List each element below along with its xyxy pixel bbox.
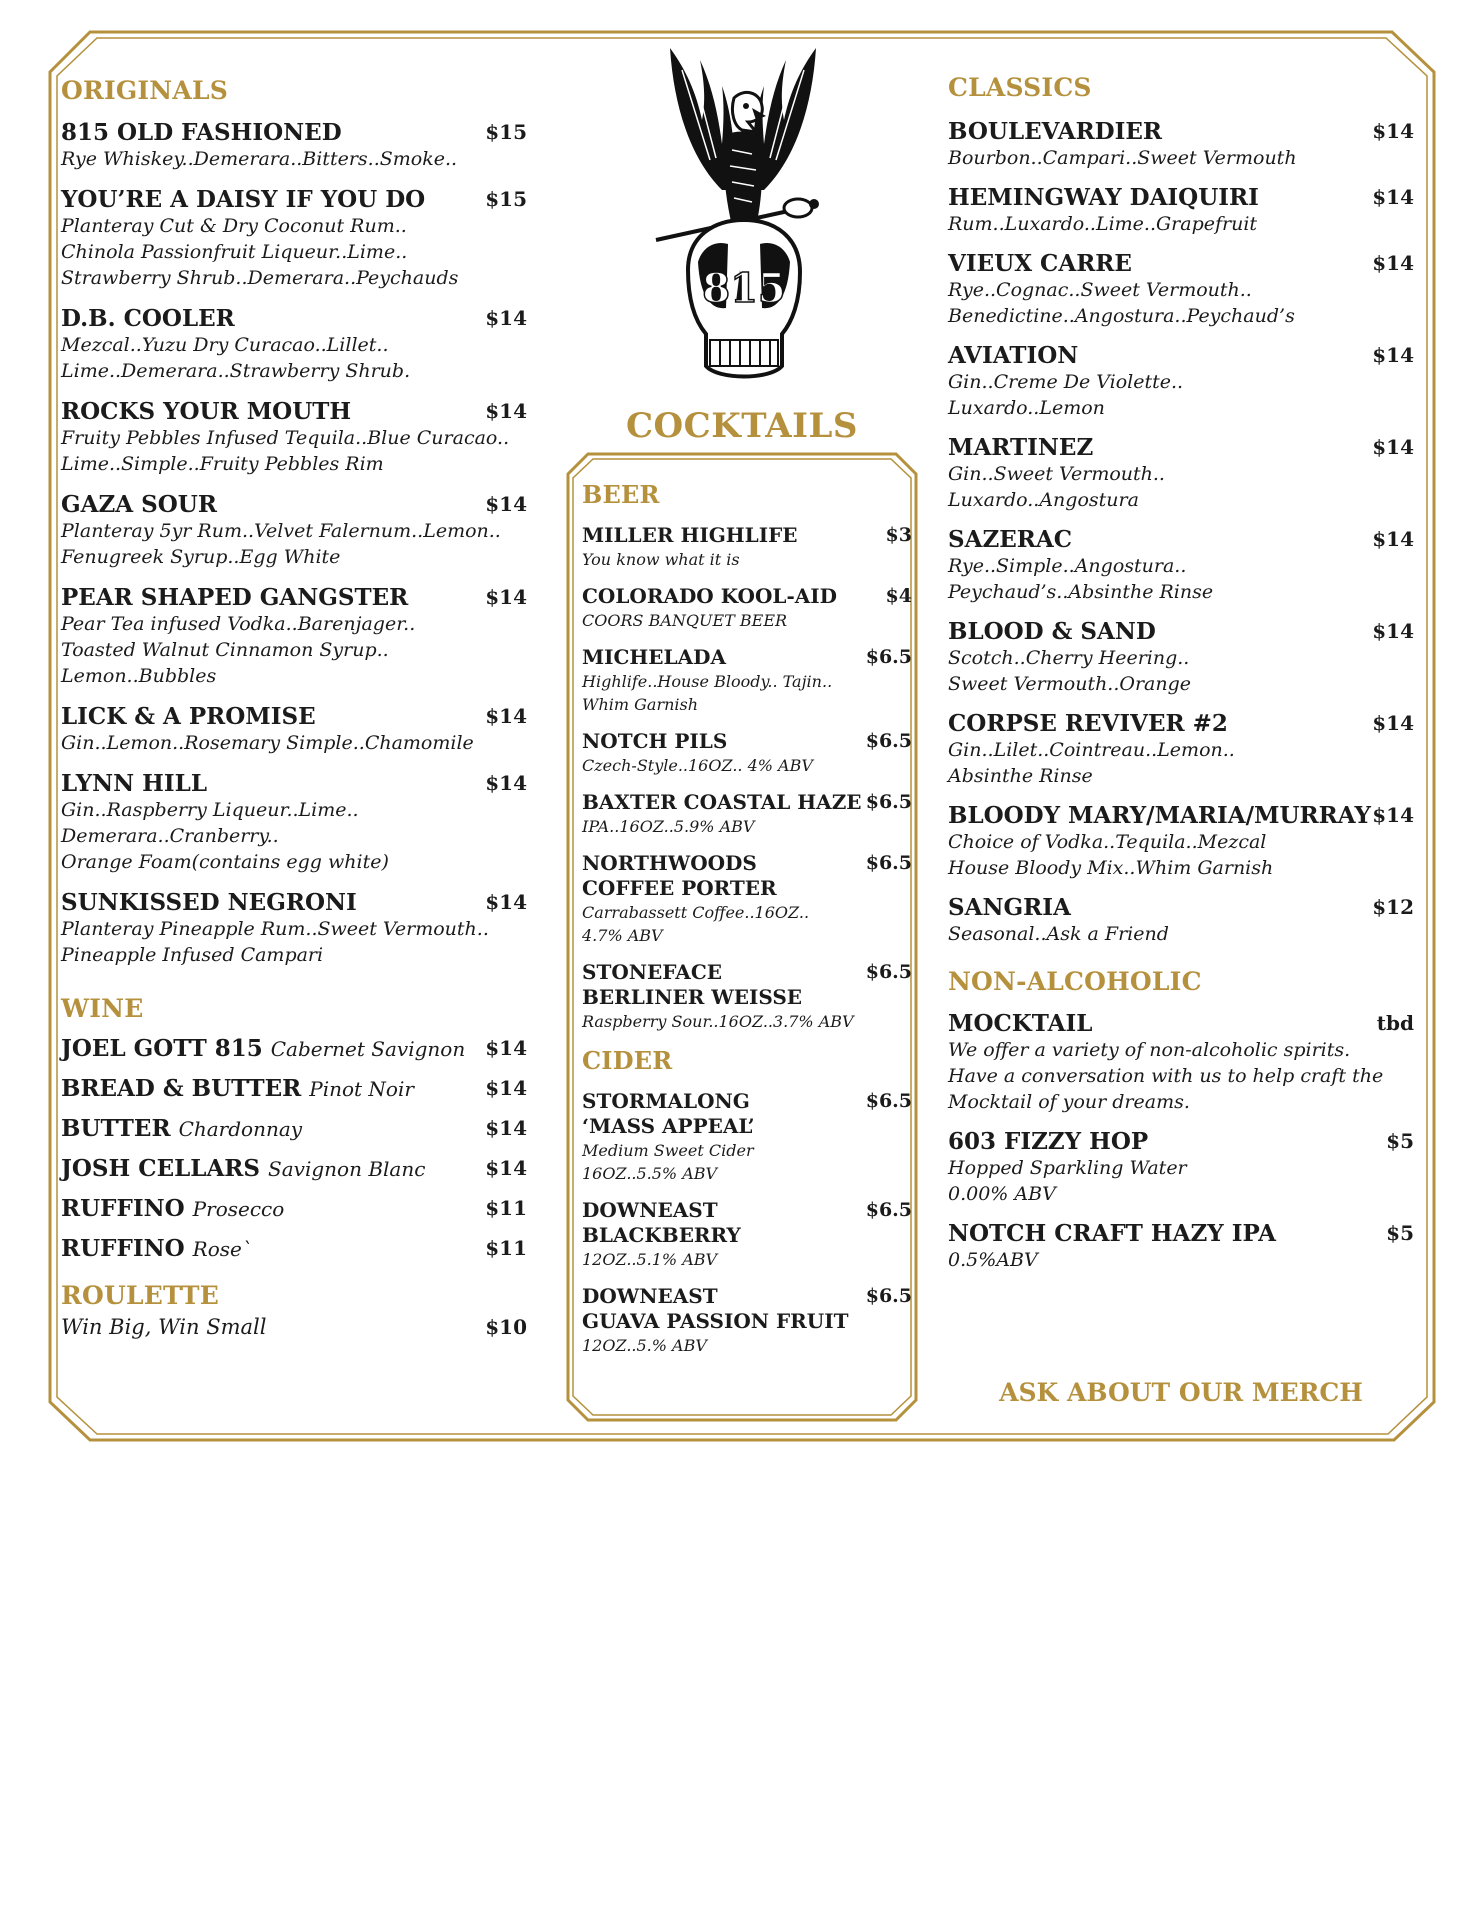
item-name-text: BOULEVARDIER	[948, 118, 1163, 145]
item-price: $14	[485, 1116, 527, 1140]
item-name-text: D.B. COOLER	[61, 305, 235, 332]
item-description: Raspberry Sour..16OZ..3.7% ABV	[582, 1012, 854, 1031]
item-price: $14	[485, 492, 527, 516]
item-price: $11	[485, 1236, 527, 1260]
item-description: Seasonal..Ask a Friend	[948, 923, 1169, 945]
menu-item	[948, 434, 1414, 513]
menu-item	[582, 645, 912, 716]
item-name-text: DOWNEAST BLACKBERRY	[582, 1198, 741, 1247]
menu-item	[61, 1075, 527, 1103]
item-name-text: HEMINGWAY DAIQUIRI	[948, 184, 1259, 211]
item-name	[61, 770, 527, 797]
item-price: $6.5	[865, 730, 912, 752]
item-description: IPA..16OZ..5.9% ABV	[582, 817, 755, 836]
item-description: COORS BANQUET BEER	[582, 611, 788, 630]
item-name	[948, 1220, 1414, 1247]
item-name-text: NOTCH CRAFT HAZY IPA	[948, 1220, 1276, 1247]
item-description: Medium Sweet Cider 16OZ..5.5% ABV	[582, 1141, 754, 1183]
item-name	[61, 889, 527, 916]
menu-item	[948, 118, 1414, 171]
item-name-text: YOU’RE A DAISY IF YOU DO	[61, 186, 426, 213]
item-price: $14	[485, 1036, 527, 1060]
item-price: $6.5	[865, 791, 912, 813]
item-name-text: NOTCH PILS	[582, 729, 728, 753]
item-price: $6.5	[865, 1199, 912, 1221]
item-description: We offer a variety of non-alcoholic spirits. Have a conversation with us to help craft the Mocktail of your dreams.	[948, 1039, 1384, 1113]
item-description: Gin..Lilet..Cointreau..Lemon.. Absinthe Rinse	[948, 739, 1235, 787]
item-name	[61, 1155, 527, 1183]
cider-list	[582, 1089, 912, 1357]
item-name	[61, 1075, 527, 1103]
item-name-text: BAXTER COASTAL HAZE	[582, 790, 862, 814]
roulette-title: ROULETTE	[61, 1281, 219, 1310]
menu-item	[61, 1195, 527, 1223]
wine-variety: Pinot Noir	[309, 1077, 414, 1101]
menu-item	[582, 729, 912, 777]
item-price: $6.5	[865, 1285, 912, 1307]
item-name	[948, 710, 1414, 737]
item-name	[948, 342, 1414, 369]
item-description: Gin..Lemon..Rosemary Simple..Chamomile	[61, 732, 474, 754]
wine-list	[61, 1035, 527, 1263]
item-name	[948, 618, 1414, 645]
item-name	[582, 584, 912, 609]
menu-item	[582, 1089, 912, 1185]
item-name	[582, 523, 912, 548]
item-price: $14	[1372, 119, 1414, 143]
non-alcoholic-list	[948, 1010, 1414, 1273]
wine-variety: Rose`	[192, 1237, 252, 1261]
item-name	[61, 186, 527, 213]
item-description: Rye Whiskey..Demerara..Bitters..Smoke..	[61, 148, 458, 170]
menu-item	[948, 1128, 1414, 1207]
menu-item	[948, 1010, 1414, 1115]
wine-title: WINE	[61, 994, 144, 1023]
item-description: Bourbon..Campari..Sweet Vermouth	[948, 147, 1297, 169]
item-name-text: SAZERAC	[948, 526, 1073, 553]
item-name-text: BLOODY MARY/MARIA/MURRAY	[948, 802, 1371, 829]
item-name	[61, 491, 527, 518]
item-name-text: MICHELADA	[582, 645, 726, 669]
item-description: Mezcal..Yuzu Dry Curacao..Lillet.. Lime..Demerara..Strawberry Shrub.	[61, 334, 411, 382]
item-name-text: SANGRIA	[948, 894, 1071, 921]
left-column	[61, 76, 527, 1355]
item-description: Scotch..Cherry Heering.. Sweet Vermouth..Orange	[948, 647, 1192, 695]
menu-item	[61, 703, 527, 756]
item-price: $5	[1386, 1221, 1414, 1245]
item-name-text: BUTTER	[61, 1115, 171, 1142]
item-price: $6.5	[865, 852, 912, 874]
item-name	[582, 851, 912, 901]
menu-item	[61, 584, 527, 689]
item-description: Gin..Creme De Violette.. Luxardo..Lemon	[948, 371, 1184, 419]
item-name	[61, 584, 527, 611]
menu-item	[61, 186, 527, 291]
wine-variety: Savignon Blanc	[268, 1157, 426, 1181]
item-name	[61, 1035, 527, 1063]
item-price: $14	[485, 771, 527, 795]
item-name-text: MOCKTAIL	[948, 1010, 1093, 1037]
item-price: $14	[1372, 527, 1414, 551]
item-name-text: STORMALONG ‘MASS APPEAL’	[582, 1089, 755, 1138]
item-name-text: 815 OLD FASHIONED	[61, 119, 342, 146]
originals-list	[61, 119, 527, 968]
item-description: Highlife..House Bloody.. Tajin.. Whim Garnish	[582, 672, 833, 714]
item-description: Gin..Sweet Vermouth.. Luxardo..Angostura	[948, 463, 1165, 511]
menu-item	[948, 1220, 1414, 1273]
item-description: Rum..Luxardo..Lime..Grapefruit	[948, 213, 1258, 235]
item-description: Planteray Cut & Dry Coconut Rum.. Chinola Passionfruit Liqueur..Lime.. Strawberry Shrub..Demerara..Peychauds	[61, 215, 459, 289]
item-price: $5	[1386, 1129, 1414, 1153]
item-description: 12OZ..5.1% ABV	[582, 1250, 718, 1269]
item-name-text: JOSH CELLARS	[61, 1155, 261, 1182]
roulette-item	[61, 1314, 527, 1341]
item-price: $14	[1372, 251, 1414, 275]
menu-item	[61, 491, 527, 570]
center-column	[582, 480, 912, 1370]
item-name	[948, 526, 1414, 553]
item-name	[948, 1128, 1414, 1155]
item-price: $15	[485, 187, 527, 211]
item-name-text: ROCKS YOUR MOUTH	[61, 398, 352, 425]
item-name-text: BLOOD & SAND	[948, 618, 1156, 645]
item-price: $14	[485, 704, 527, 728]
item-price: $6.5	[865, 646, 912, 668]
menu-item	[582, 851, 912, 947]
item-price: $14	[485, 890, 527, 914]
item-name-text: BREAD & BUTTER	[61, 1075, 302, 1102]
menu-item	[948, 184, 1414, 237]
item-price: $14	[1372, 803, 1414, 827]
item-name-text: MARTINEZ	[948, 434, 1094, 461]
item-name-text: RUFFINO	[61, 1195, 185, 1222]
item-price: $14	[485, 1156, 527, 1180]
menu-item	[61, 119, 527, 172]
item-name	[948, 894, 1414, 921]
menu-item	[948, 526, 1414, 605]
item-name-text: NORTHWOODS COFFEE PORTER	[582, 851, 777, 900]
menu-item	[61, 1235, 527, 1263]
item-name	[582, 790, 912, 815]
item-price: $3	[885, 524, 912, 546]
item-name	[948, 1010, 1414, 1037]
item-price: $14	[485, 585, 527, 609]
item-price: $14	[1372, 711, 1414, 735]
beer-title: BEER	[582, 480, 660, 509]
menu-item	[582, 523, 912, 571]
item-name-text: CORPSE REVIVER #2	[948, 710, 1228, 737]
originals-title: ORIGINALS	[61, 76, 228, 105]
item-name	[61, 1115, 527, 1143]
menu-item	[948, 894, 1414, 947]
item-name-text: AVIATION	[948, 342, 1079, 369]
item-price: $11	[485, 1196, 527, 1220]
item-name	[582, 960, 912, 1010]
menu-item	[582, 1198, 912, 1271]
item-name-text: SUNKISSED NEGRONI	[61, 889, 357, 916]
menu-item	[61, 398, 527, 477]
item-name-text: JOEL GOTT 815	[61, 1035, 263, 1062]
item-name	[948, 802, 1414, 829]
item-name	[582, 1089, 912, 1139]
item-name	[61, 1195, 527, 1223]
item-name	[582, 645, 912, 670]
item-name-text: RUFFINO	[61, 1235, 185, 1262]
item-name	[582, 1198, 912, 1248]
cider-title: CIDER	[582, 1046, 673, 1075]
menu-item	[948, 710, 1414, 789]
item-description: Fruity Pebbles Infused Tequila..Blue Curacao.. Lime..Simple..Fruity Pebbles Rim	[61, 427, 510, 475]
menu-item	[582, 790, 912, 838]
item-price: $15	[485, 120, 527, 144]
menu-item	[61, 1035, 527, 1063]
item-description: Rye..Cognac..Sweet Vermouth.. Benedictine..Angostura..Peychaud’s	[948, 279, 1295, 327]
item-description: Pear Tea infused Vodka..Barenjager.. Toasted Walnut Cinnamon Syrup.. Lemon..Bubbles	[61, 613, 416, 687]
item-price: $6.5	[865, 1090, 912, 1112]
logo-number: 815	[702, 265, 786, 312]
item-name-text: LICK & A PROMISE	[61, 703, 316, 730]
item-description: Carrabassett Coffee..16OZ.. 4.7% ABV	[582, 903, 810, 945]
item-name-text: DOWNEAST GUAVA PASSION FRUIT	[582, 1284, 849, 1333]
item-name-text: 603 FIZZY HOP	[948, 1128, 1149, 1155]
roulette-price: $10	[485, 1315, 527, 1339]
item-price: $14	[1372, 435, 1414, 459]
item-name-text: PEAR SHAPED GANGSTER	[61, 584, 409, 611]
item-name-text: MILLER HIGHLIFE	[582, 523, 798, 547]
wine-variety: Prosecco	[192, 1197, 285, 1221]
menu-item	[948, 342, 1414, 421]
item-name-text: VIEUX CARRE	[948, 250, 1132, 277]
menu-item	[61, 889, 527, 968]
beer-list	[582, 523, 912, 1033]
wine-variety: Cabernet Savignon	[270, 1037, 466, 1061]
item-name	[948, 118, 1414, 145]
non-alcoholic-title: NON-ALCOHOLIC	[948, 967, 1202, 996]
item-price: $14	[1372, 343, 1414, 367]
item-name	[61, 119, 527, 146]
item-price: $14	[485, 399, 527, 423]
menu-item	[948, 802, 1414, 881]
item-name	[948, 434, 1414, 461]
item-price: $14	[1372, 185, 1414, 209]
item-price: $4	[885, 585, 912, 607]
item-name	[582, 729, 912, 754]
item-name	[582, 1284, 912, 1334]
item-name	[61, 1235, 527, 1263]
item-price: $14	[485, 306, 527, 330]
menu-item	[61, 305, 527, 384]
item-description: Czech-Style..16OZ.. 4% ABV	[582, 756, 813, 775]
item-name	[61, 305, 527, 332]
item-name	[61, 703, 527, 730]
item-name-text: LYNN HILL	[61, 770, 208, 797]
item-description: You know what it is	[582, 550, 740, 569]
menu-item	[61, 1115, 527, 1143]
merch-note: ASK ABOUT OUR MERCH	[999, 1378, 1363, 1407]
menu-item	[948, 250, 1414, 329]
item-price: $6.5	[865, 961, 912, 983]
classics-list	[948, 118, 1414, 947]
menu-item	[61, 1155, 527, 1183]
item-price: $14	[1372, 619, 1414, 643]
item-description: Planteray 5yr Rum..Velvet Falernum..Lemon.. Fenugreek Syrup..Egg White	[61, 520, 501, 568]
cocktails-title: COCKTAILS	[626, 406, 858, 446]
menu-item	[582, 584, 912, 632]
item-name-text: GAZA SOUR	[61, 491, 217, 518]
item-description: Gin..Raspberry Liqueur..Lime.. Demerara..Cranberry.. Orange Foam(contains egg white)	[61, 799, 389, 873]
menu-item	[61, 770, 527, 875]
classics-title: CLASSICS	[948, 73, 1092, 102]
item-name-text: COLORADO KOOL-AID	[582, 584, 837, 608]
eagle-skull-logo	[652, 40, 834, 400]
menu-item	[582, 960, 912, 1033]
roulette-desc: Win Big, Win Small	[61, 1315, 267, 1339]
item-price: tbd	[1376, 1011, 1414, 1035]
item-name	[948, 250, 1414, 277]
item-description: 0.5%ABV	[948, 1249, 1038, 1271]
wine-variety: Chardonnay	[178, 1117, 303, 1141]
menu-item	[948, 618, 1414, 697]
menu-item	[582, 1284, 912, 1357]
item-name-text: STONEFACE BERLINER WEISSE	[582, 960, 803, 1009]
right-column	[948, 73, 1414, 1286]
item-price: $14	[485, 1076, 527, 1100]
item-description: 12OZ..5.% ABV	[582, 1336, 707, 1355]
item-description: Hopped Sparkling Water 0.00% ABV	[948, 1157, 1187, 1205]
item-name	[948, 184, 1414, 211]
item-description: Choice of Vodka..Tequila..Mezcal House Bloody Mix..Whim Garnish	[948, 831, 1274, 879]
item-price: $12	[1372, 895, 1414, 919]
item-name	[61, 398, 527, 425]
item-description: Planteray Pineapple Rum..Sweet Vermouth.. Pineapple Infused Campari	[61, 918, 489, 966]
item-description: Rye..Simple..Angostura.. Peychaud’s..Absinthe Rinse	[948, 555, 1214, 603]
